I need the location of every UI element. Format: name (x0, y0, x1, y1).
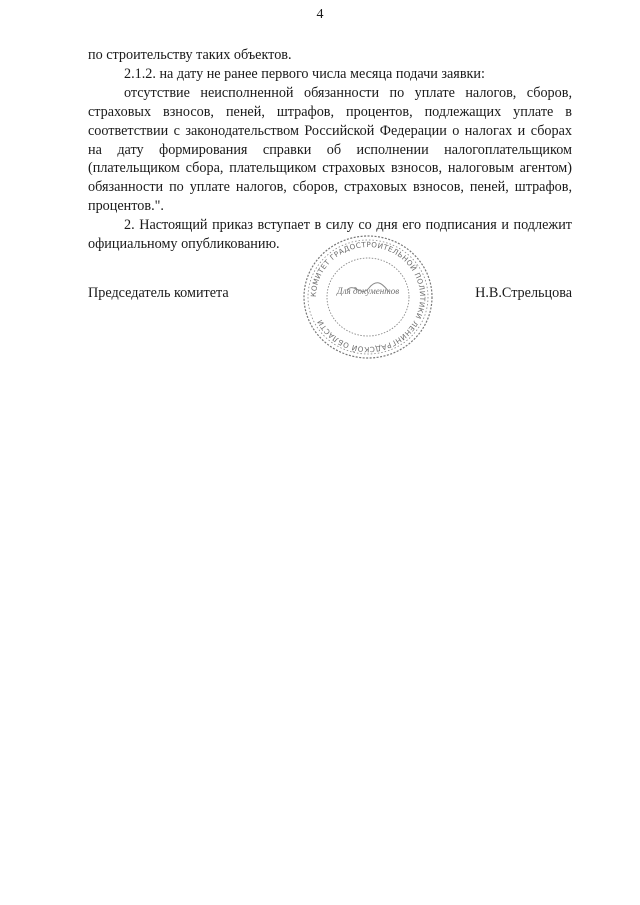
document-body (88, 46, 572, 254)
signatory-title: Председатель комитета (88, 285, 229, 301)
stamp-center-text: Для документов (336, 286, 400, 296)
signatory-name: Н.В.Стрельцова (475, 285, 572, 301)
paragraph-tax-obligation: отсутствие неисполненной обязанности по уплате налогов, сборов, страховых взносов, пеней, штрафов, процентов, подлежащих уплате в соответствии с законодательством Российской Федерации о налогах и сборах на дату формирования справки об исполнении налогоплательщиком (плательщиком сбора, плательщиком страховых взносов, налоговым агентом) обязанности по уплате налогов, сборов, страховых взносов, пеней, штрафов, процентов.". (88, 84, 572, 215)
paragraph-effective-date: 2. Настоящий приказ вступает в силу со дня его подписания и подлежит официальному опубликованию. (88, 217, 572, 253)
stamp-ring-text: КОМИТЕТ ГРАДОСТРОИТЕЛЬНОЙ ПОЛИТИКИ ЛЕНИНГРАДСКОЙ ОБЛАСТИ (308, 239, 428, 355)
page-number: 4 (316, 7, 324, 22)
official-stamp (299, 232, 437, 362)
paragraph-clause-2-1-2: 2.1.2. на дату не ранее первого числа месяца подачи заявки: (124, 65, 485, 82)
paragraph-continuation: по строительству таких объектов. (88, 47, 292, 63)
